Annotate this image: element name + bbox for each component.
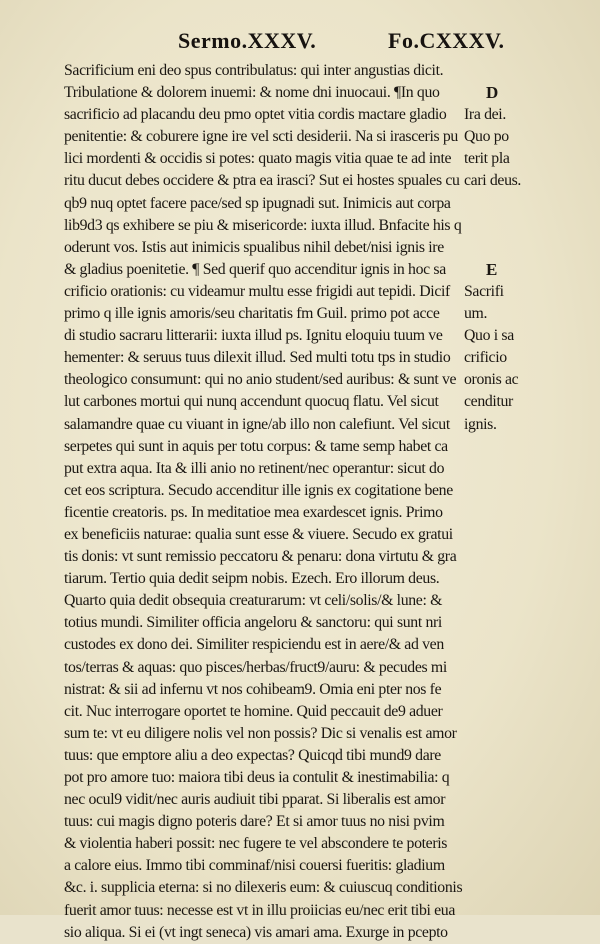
text-line: fuerit amor tuus: necesse est vt in illu proiicias eu/nec erit tibi eua xyxy=(64,901,456,919)
margin-note: Quo po xyxy=(464,128,509,146)
margin-note xyxy=(464,237,574,259)
text-line: cet eos scriptura. Secudo accenditur ille ignis ex cogitatione bene xyxy=(64,481,453,499)
text-line: totius mundi. Similiter officia angeloru & sanctoru: qui sunt nri xyxy=(64,614,442,632)
text-line: tuus: que emptore aliu a deo expectas? Quicqd tibi mund9 dare xyxy=(64,746,441,764)
text-line: di studio sacraru litterarii: iuxta illud ps. Ignitu eloquiu tuum ve xyxy=(64,327,443,345)
text-line: ritu ducut debes occidere & ptra ea irasci? Sut ei hostes spuales cu xyxy=(64,172,460,190)
text-line: theologico consumunt: qui no anio student/sed auribus: & sunt ve xyxy=(64,371,457,389)
text-line: oderunt vos. Istis aut inimicis spualibus nihil debet/nisi ignis ire xyxy=(64,238,444,256)
main-text-column xyxy=(64,60,464,944)
text-line: serpetes qui sunt in aquis per totu corpus: & tame semp habet ca xyxy=(64,437,448,455)
text-line: cit. Nuc interrogare oportet te homine. Quid peccauit de9 aduer xyxy=(64,702,443,720)
text-line: lici mordenti & occidis si potes: quato magis vitia quae te ad inte xyxy=(64,150,452,168)
text-line: sacrificio ad placandu deu pmo optet vitia cordis mactare gladio xyxy=(64,106,447,124)
text-line: tuus: cui magis digno poteris dare? Et si amor tuus no nisi pvim xyxy=(64,813,445,831)
margin-note: cenditur xyxy=(464,393,513,411)
text-line: ex beneficiis naturae: qualia sunt esse & viuere. Secudo ex gratui xyxy=(64,525,453,543)
margin-note: um. xyxy=(464,305,488,323)
section-letter: D xyxy=(486,83,498,103)
margin-note: Ira dei. xyxy=(464,106,506,124)
folio-number: Fo.CXXXV. xyxy=(388,28,505,53)
margin-note: oronis ac xyxy=(464,371,519,389)
text-line: nistrat: & sii ad infernu vt nos cohibeam9. Omia eni pter nos fe xyxy=(64,680,442,698)
text-line: sio aliqua. Si ei (vt ingt seneca) vis amari ama. Exurge in pcepto xyxy=(64,923,448,941)
text-line: hementer: & seruus tuus dilexit illud. Sed multi totu tps in studio xyxy=(64,349,451,367)
margin-note: crificio xyxy=(464,349,507,367)
running-header xyxy=(0,28,600,54)
text-line: put extra aqua. Ita & illi anio no retinent/nec operantur: sicut do xyxy=(64,459,445,477)
text-line: & gladius poenitetie. ¶ Sed querif quo accenditur ignis in hoc sa xyxy=(64,260,446,278)
text-line: Tribulatione & dolorem inuemi: & nome dni inuocaui. ¶In quo xyxy=(64,84,440,102)
text-line: salamandre quae cu viuant in igne/ab illo non calefiunt. Vel sicut xyxy=(64,415,450,433)
text-line: lib9d3 qs exhibere se piu & misericorde: iuxta illud. Bnfacite his q xyxy=(64,216,462,234)
text-line: sum te: vt eu diligere nolis vel non possis? Dic si venalis est amor xyxy=(64,724,457,742)
text-line: Quarto quia dedit obsequia creaturarum: vt celi/solis/& lune: & xyxy=(64,592,443,610)
text-line: & violentia haberi possit: nec fugere te vel abscondere te poteris xyxy=(64,835,448,853)
text-line: &c. i. supplicia eterna: si no dilexeris eum: & cuiuscuq conditionis xyxy=(64,879,463,897)
margin-note xyxy=(464,193,574,215)
text-line: nec ocul9 vidit/nec auris audiuit tibi pparat. Si liberalis est amor xyxy=(64,791,446,809)
text-line: Sacrificium eni deo spus contribulatus: qui inter angustias dicit. xyxy=(64,62,444,79)
text-line: crificio orationis: cu videamur multu esse frigidi aut tepidi. Dicif xyxy=(64,282,450,300)
marginal-notes xyxy=(464,60,574,436)
margin-note: Sacrifi xyxy=(464,282,504,300)
margin-note xyxy=(464,215,574,237)
text-line: tos/terras & aquas: quo pisces/herbas/fruct9/auru: & pecudes mi xyxy=(64,658,447,676)
text-line: primo q ille ignis amoris/seu charitatis fm Guil. primo pot acce xyxy=(64,305,440,323)
section-letter: E xyxy=(486,259,497,279)
text-line: pot pro amore tuo: maiora tibi deus ia contulit & inestimabilia: q xyxy=(64,769,450,786)
margin-note: cari deus. xyxy=(464,172,522,190)
margin-note: ignis. xyxy=(464,415,497,433)
text-line: qb9 nuq optet facere pace/sed sp ipugnadi sut. Inimicis aut corpa xyxy=(64,194,451,212)
text-line: ficentie creatoris. ps. In meditatioe mea exardescet ignis. Primo xyxy=(64,503,443,521)
text-line: a calore eius. Immo tibi comminaf/nisi couersi fueritis: gladium xyxy=(64,857,445,875)
text-line: tis donis: vt sunt remissio peccatoru & penaru: dona virtutu & gra xyxy=(64,548,457,566)
text-line: tiarum. Tertio quia dedit seipm nobis. Ezech. Ero illorum deus. xyxy=(64,570,440,588)
text-line: penitentie: & coburere igne ire vel scti desiderii. Na si irasceris pu xyxy=(64,128,458,146)
text-line: lut carbones mortui qui nunq accendunt quocuq flatu. Vel sicut xyxy=(64,393,439,411)
margin-note xyxy=(464,60,574,82)
margin-note: Quo i sa xyxy=(464,327,514,345)
margin-note: terit pla xyxy=(464,150,510,168)
text-line: custodes ex dono dei. Similiter respiciendu est in aere/& ad ven xyxy=(64,636,444,654)
sermon-title: Sermo.XXXV. xyxy=(178,28,317,53)
